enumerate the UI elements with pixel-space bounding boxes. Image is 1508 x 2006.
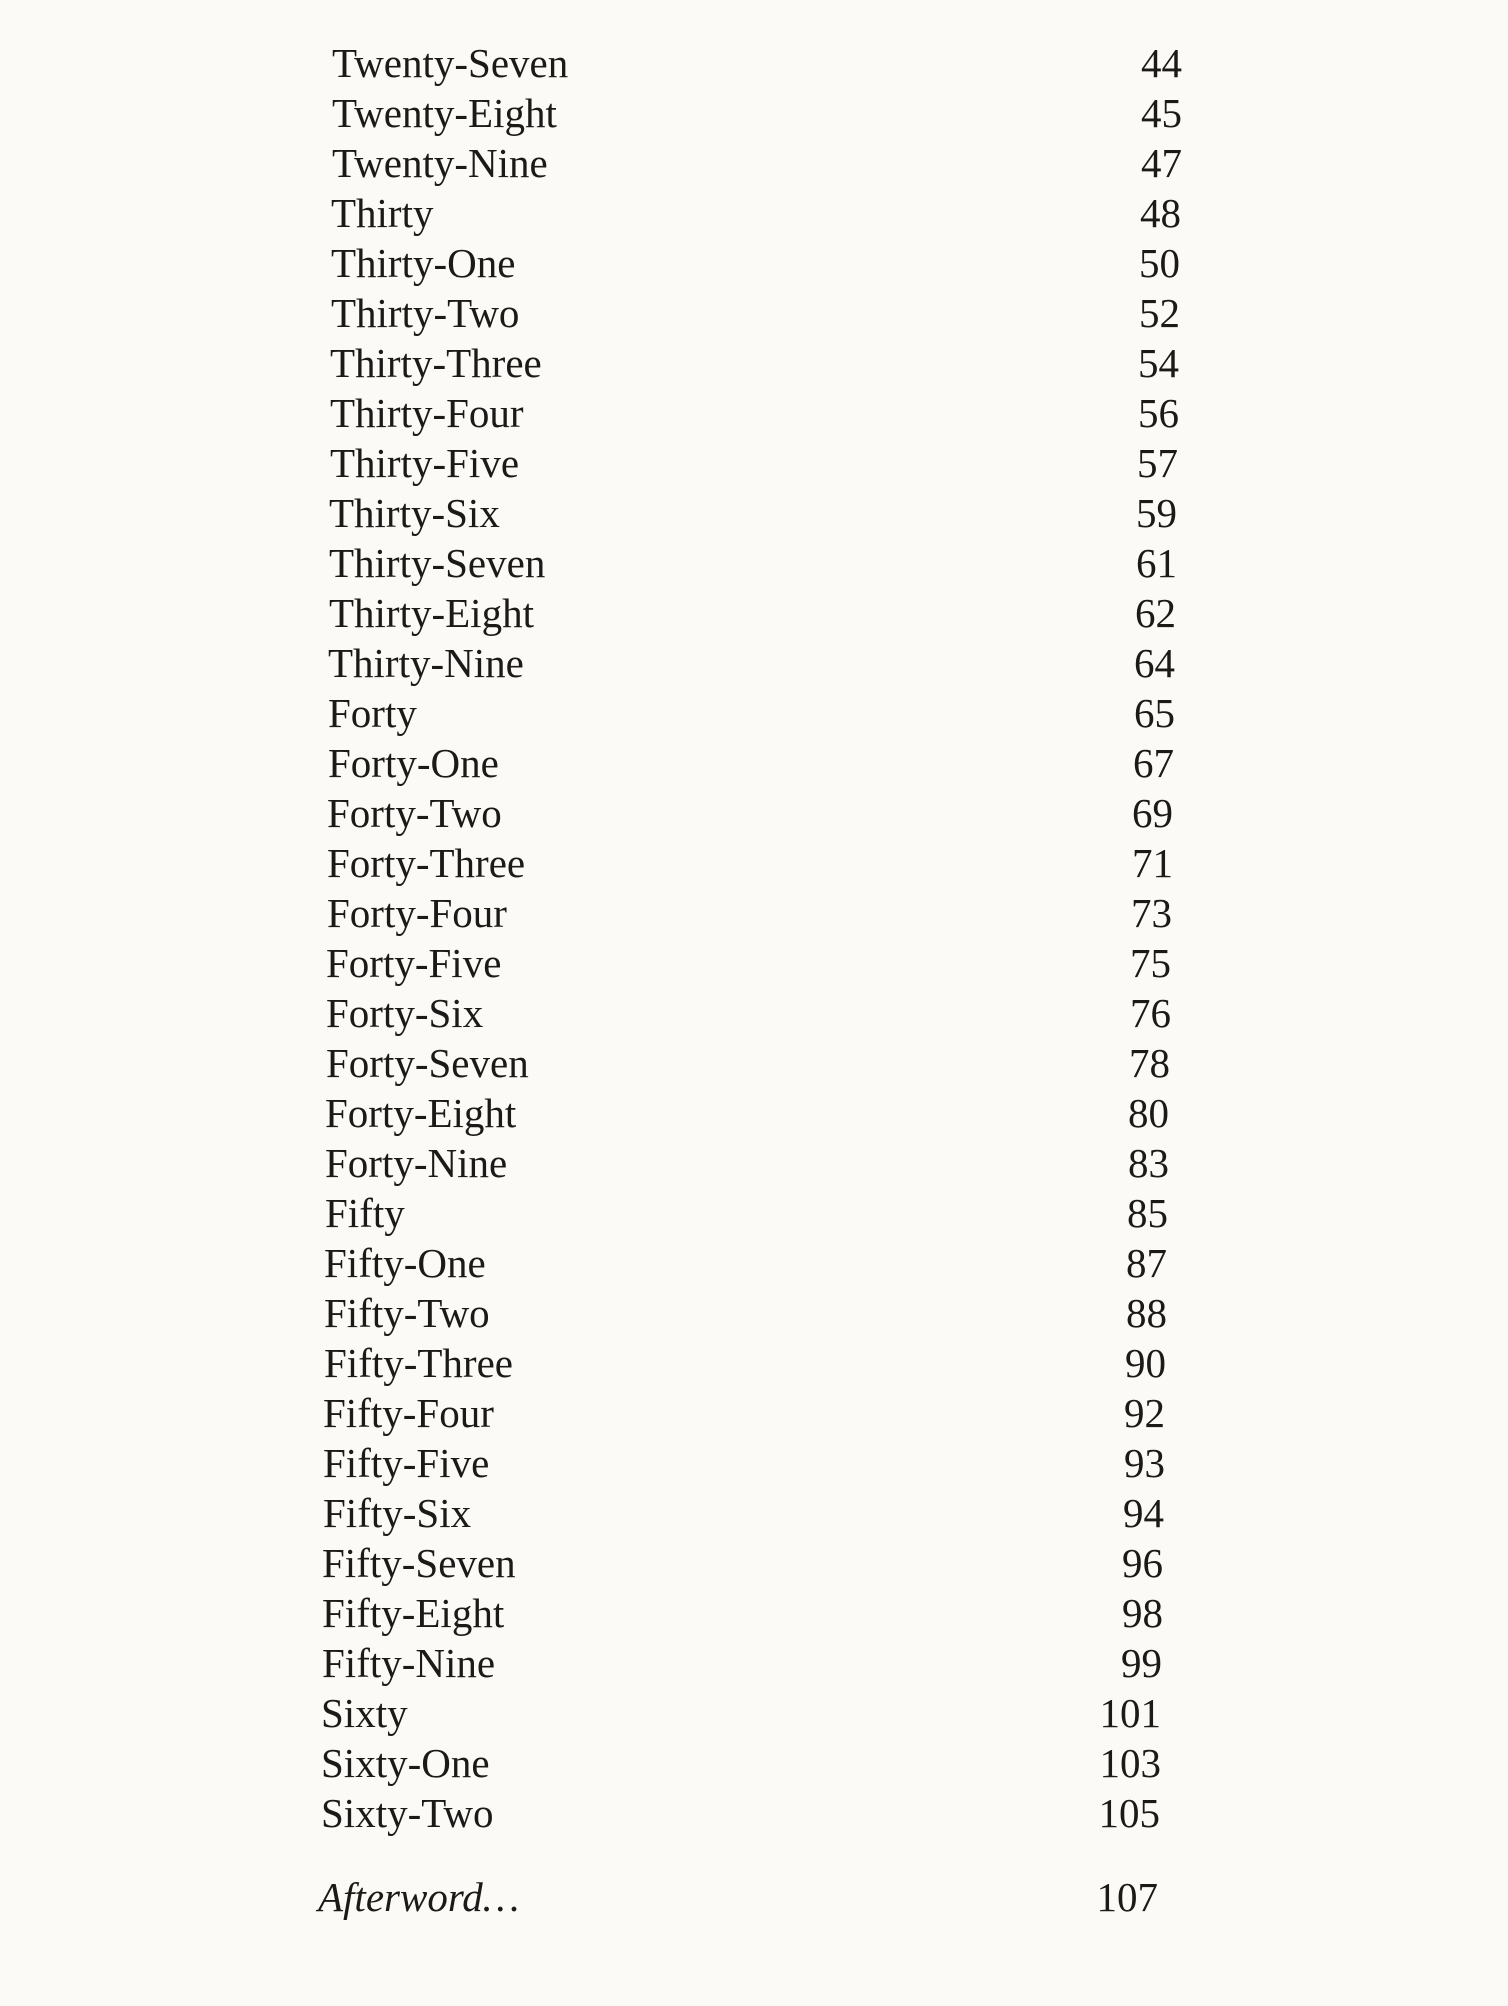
toc-entry [323,1388,1165,1438]
toc-entry [326,988,1171,1038]
toc-entry [322,1538,1163,1588]
toc-entry-title: Thirty-Seven [329,540,546,586]
toc-entry-title: Sixty-Two [321,1790,494,1836]
toc-entry [328,638,1175,688]
toc-entry-page: 45 [1141,90,1182,136]
toc-afterword [318,1872,1158,1922]
toc-entry-title: Fifty-Eight [322,1590,505,1636]
toc-entry [325,1188,1168,1238]
toc-entry-page: 65 [1134,690,1175,736]
toc-entry-page: 44 [1141,40,1182,86]
toc-afterword-page: 107 [1096,1874,1158,1920]
toc-entry-title: Forty-Eight [325,1090,517,1136]
toc-entry-page: 75 [1130,940,1171,986]
toc-entry-page: 50 [1139,240,1180,286]
toc-entry-title: Fifty-Three [324,1340,513,1386]
toc-entry-title: Forty-Two [327,790,502,836]
toc-entry-page: 76 [1130,990,1171,1036]
toc-entry [332,38,1182,88]
toc-entry-page: 99 [1121,1640,1162,1686]
toc-entry [331,188,1181,238]
toc-entry-page: 67 [1133,740,1174,786]
toc-entry-title: Fifty [325,1190,405,1236]
toc-entry [321,1688,1161,1738]
toc-entry-page: 59 [1136,490,1177,536]
toc-entry-title: Forty-Six [326,990,484,1036]
toc-entry-page: 57 [1137,440,1178,486]
toc-entry-title: Sixty-One [321,1740,490,1786]
toc-entry-page: 69 [1132,790,1173,836]
toc-entry [325,1088,1169,1138]
toc-entry [323,1438,1165,1488]
toc-entry-page: 80 [1128,1090,1169,1136]
toc-entry-title: Thirty [331,190,434,236]
toc-entry-page: 73 [1131,890,1172,936]
toc-entry-title: Twenty-Seven [332,40,569,86]
toc-entry-title: Forty-Seven [326,1040,529,1086]
toc-entry [329,588,1176,638]
toc-entry-title: Forty-Nine [325,1140,508,1186]
toc-entry-title: Thirty-Nine [328,640,524,686]
toc-entry-page: 64 [1134,640,1175,686]
toc-entry-title: Thirty-One [331,240,516,286]
toc-entry [328,738,1174,788]
toc-entry [324,1338,1166,1388]
toc-entry-page: 56 [1138,390,1179,436]
toc-entry-title: Thirty-Six [329,490,500,536]
toc-entry-page: 101 [1099,1690,1161,1736]
toc-entry [330,388,1179,438]
toc-entry [327,788,1173,838]
toc-entry [325,1138,1169,1188]
toc-entry [326,938,1171,988]
toc-entry-title: Forty-Three [327,840,526,886]
toc-entry [322,1638,1162,1688]
toc-entry [328,688,1175,738]
toc-entry-title: Forty-One [328,740,499,786]
toc-entry-page: 54 [1138,340,1179,386]
toc-entry-page: 71 [1132,840,1173,886]
toc-entry-title: Thirty-Two [331,290,520,336]
toc-entry-title: Thirty-Eight [329,590,534,636]
toc-entry [327,838,1173,888]
toc-entry-title: Twenty-Eight [332,90,557,136]
toc-entry-page: 98 [1122,1590,1163,1636]
toc-entry-page: 93 [1124,1440,1165,1486]
toc-entry-page: 62 [1135,590,1176,636]
toc-entry-title: Fifty-Two [324,1290,490,1336]
toc-entry-page: 61 [1136,540,1177,586]
toc-entry-title: Fifty-Seven [322,1540,516,1586]
toc-entry-title: Fifty-Nine [322,1640,496,1686]
toc-entry-title: Twenty-Nine [332,140,548,186]
toc-entry-page: 90 [1125,1340,1166,1386]
toc-entry-page: 103 [1099,1740,1161,1786]
toc-entry-page: 92 [1124,1390,1165,1436]
toc-entry-title: Fifty-Six [323,1490,472,1536]
toc-entry-title: Thirty-Four [330,390,524,436]
toc-entry-title: Forty-Five [326,940,502,986]
toc-entry-title: Thirty-Five [330,440,520,486]
toc-entry-page: 48 [1140,190,1181,236]
toc-entry [329,488,1177,538]
toc-entry-title: Thirty-Three [330,340,542,386]
toc-entry [331,288,1180,338]
toc-afterword-title: Afterword… [318,1874,520,1920]
toc-entry [323,1488,1164,1538]
toc-entry [321,1738,1161,1788]
toc-entry [332,88,1182,138]
toc-entry-page: 105 [1098,1790,1160,1836]
toc-entry-page: 94 [1123,1490,1164,1536]
toc-entry-page: 96 [1122,1540,1163,1586]
toc-entry [322,1588,1163,1638]
toc-entry-title: Fifty-One [324,1240,486,1286]
toc-entry [331,238,1180,288]
toc-entry [327,888,1172,938]
toc-entry-title: Sixty [321,1690,408,1736]
toc-entry [329,538,1177,588]
toc-entry-page: 87 [1126,1240,1167,1286]
toc-entry-title: Fifty-Four [323,1390,494,1436]
toc-entry-page: 88 [1126,1290,1167,1336]
toc-entry [321,1788,1160,1838]
toc-entry-page: 78 [1129,1040,1170,1086]
toc-entry [332,138,1182,188]
toc-entry [330,338,1179,388]
toc-entry-title: Forty-Four [327,890,507,936]
toc-entry-page: 52 [1139,290,1180,336]
toc-entry [324,1288,1167,1338]
toc-entry [324,1238,1167,1288]
toc-entry-page: 47 [1141,140,1182,186]
toc-entry [326,1038,1170,1088]
toc-entry-page: 85 [1127,1190,1168,1236]
toc-entry-title: Fifty-Five [323,1440,490,1486]
toc-entry-page: 83 [1128,1140,1169,1186]
toc-entry [330,438,1178,488]
toc-entry-title: Forty [328,690,417,736]
